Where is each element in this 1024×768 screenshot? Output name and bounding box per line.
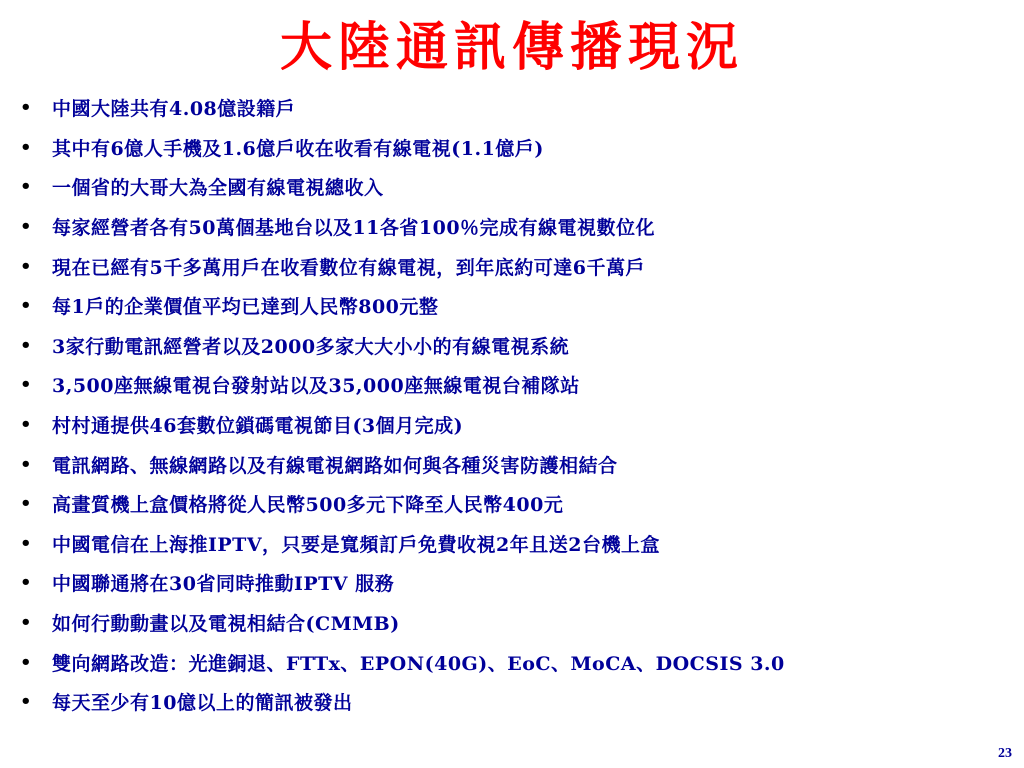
slide-title: 大陸通訊傳播現況 [279,17,744,78]
bullet-text: 3,500座無線電視台發射站以及35,000座無線電視台補隊站 [52,375,580,398]
bullet-text: 現在已經有5千多萬用戶在收看數位有線電視，到年底約可達6千萬戶 [52,256,645,279]
bullet-item [18,563,1018,603]
bullet-icon: • [20,216,32,238]
bullet-icon: • [20,651,32,673]
bullet-text: 一個省的大哥大為全國有線電視總收入 [52,177,384,200]
bullet-item [18,524,1018,564]
bullet-text: 村村通提供46套數位鎖碼電視節目(3個月完成) [52,415,464,438]
bullet-item [18,207,1018,247]
bullet-item [18,326,1018,366]
bullet-item [18,246,1018,286]
bullet-icon: • [20,532,32,554]
bullet-icon: • [20,572,32,594]
bullet-text: 中國電信在上海推IPTV，只要是寬頻訂戶免費收視2年且送2台機上盒 [52,533,660,556]
bullet-icon: • [20,414,32,436]
bullet-icon: • [20,374,32,396]
bullet-icon: • [20,493,32,515]
bullet-icon: • [20,97,32,119]
bullet-icon: • [20,612,32,634]
bullet-icon: • [20,334,32,356]
bullet-text: 每1戶的企業價值平均已達到人民幣800元整 [52,296,439,319]
bullet-icon: • [20,136,32,158]
bullet-item [18,365,1018,405]
bullet-icon: • [20,295,32,317]
bullet-item [18,682,1018,722]
page-number: 23 [998,746,1012,761]
bullet-item [18,603,1018,643]
bullet-text: 每天至少有10億以上的簡訊被發出 [52,692,353,715]
bullet-text: 中國聯通將在30省同時推動IPTV 服務 [52,573,395,596]
bullet-text: 中國大陸共有4.08億設籍戶 [52,98,296,121]
bullet-item [18,167,1018,207]
bullet-icon: • [20,453,32,475]
bullet-text: 雙向網路改造：光進銅退、FTTx、EPON(40G)、EoC、MoCA、DOCSIS 3.0 [52,652,785,675]
bullet-icon: • [20,255,32,277]
bullet-text: 每家經營者各有50萬個基地台以及11各省100％完成有線電視數位化 [52,217,656,240]
bullet-icon: • [20,176,32,198]
bullet-text: 其中有6億人手機及1.6億戶收在收看有線電視(1.1億戶) [52,137,544,160]
bullet-item [18,405,1018,445]
bullet-list [18,88,1018,722]
bullet-text: 3家行動電訊經營者以及2000多家大大小小的有線電視系統 [52,335,570,358]
bullet-item [18,128,1018,168]
bullet-item [18,444,1018,484]
bullet-text: 如何行動動畫以及電視相結合(CMMB) [52,613,400,636]
bullet-item [18,484,1018,524]
bullet-text: 電訊網路、無線網路以及有線電視網路如何與各種災害防護相結合 [52,454,618,477]
bullet-text: 高畫質機上盒價格將從人民幣500多元下降至人民幣400元 [52,494,564,517]
bullet-item [18,642,1018,682]
bullet-item [18,88,1018,128]
bullet-item [18,286,1018,326]
bullet-icon: • [20,691,32,713]
